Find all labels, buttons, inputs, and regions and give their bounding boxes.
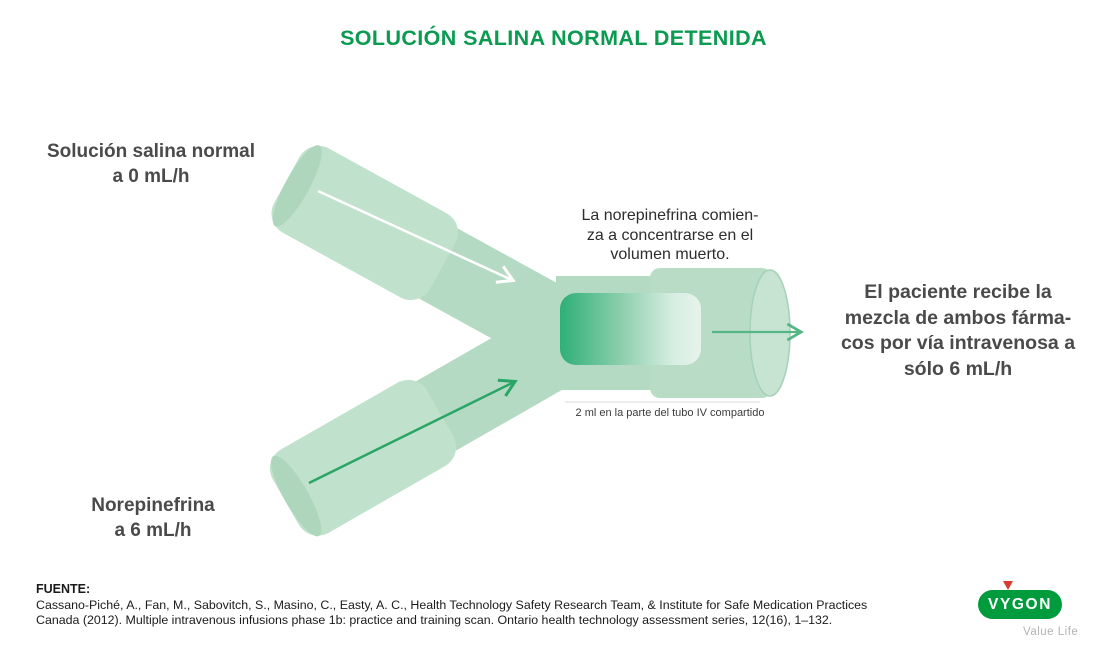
label-saline (20, 140, 282, 189)
source-footer (36, 582, 936, 629)
label-norepinephrine-line1: Norepinefrina (91, 495, 215, 516)
label-saline-line1: Solución salina normal (47, 141, 255, 162)
annotation-line3: volumen muerto. (610, 246, 730, 264)
source-label: FUENTE: (36, 582, 91, 596)
label-saline-line2: a 0 mL/h (112, 165, 190, 187)
logo-tagline: Value Life (1023, 626, 1079, 638)
patient-line1: El paciente recibe la (864, 281, 1052, 303)
patient-line2: mezcla de ambos fárma- (844, 306, 1072, 329)
label-norepinephrine (30, 494, 276, 543)
citation-line1: Cassano-Piché, A., Fan, M., Sabovitch, S., Masino, C., Easty, A. C., Health Technology Safety Research Team, & Institute for Safe Medication Practices (36, 598, 868, 612)
label-patient-outcome (828, 280, 1088, 383)
dead-volume-region (560, 293, 701, 365)
label-norepinephrine-line2: a 6 mL/h (114, 519, 192, 541)
annotation-line1: La norepinefrina comien- (581, 207, 759, 224)
citation-line2: Canada (2012). Multiple intravenous infusions phase 1b: practice and training scan. Ontario health technology assessment series, 12(16), 1–132. (36, 613, 833, 628)
dead-volume-caption: 2 ml en la parte del tubo IV compartido (575, 407, 765, 419)
logo-wordmark: VYGON (978, 590, 1062, 619)
dead-volume-annotation (545, 206, 795, 265)
patient-line4: sólo 6 mL/h (903, 358, 1013, 381)
annotation-line2: za a concentrarse en el (586, 226, 754, 244)
logo-triangle-icon (1003, 581, 1013, 590)
vygon-logo (975, 578, 1085, 640)
page-title: SOLUCIÓN SALINA NORMAL DETENIDA (340, 26, 767, 50)
patient-line3: cos por vía intravenosa a (840, 332, 1076, 355)
